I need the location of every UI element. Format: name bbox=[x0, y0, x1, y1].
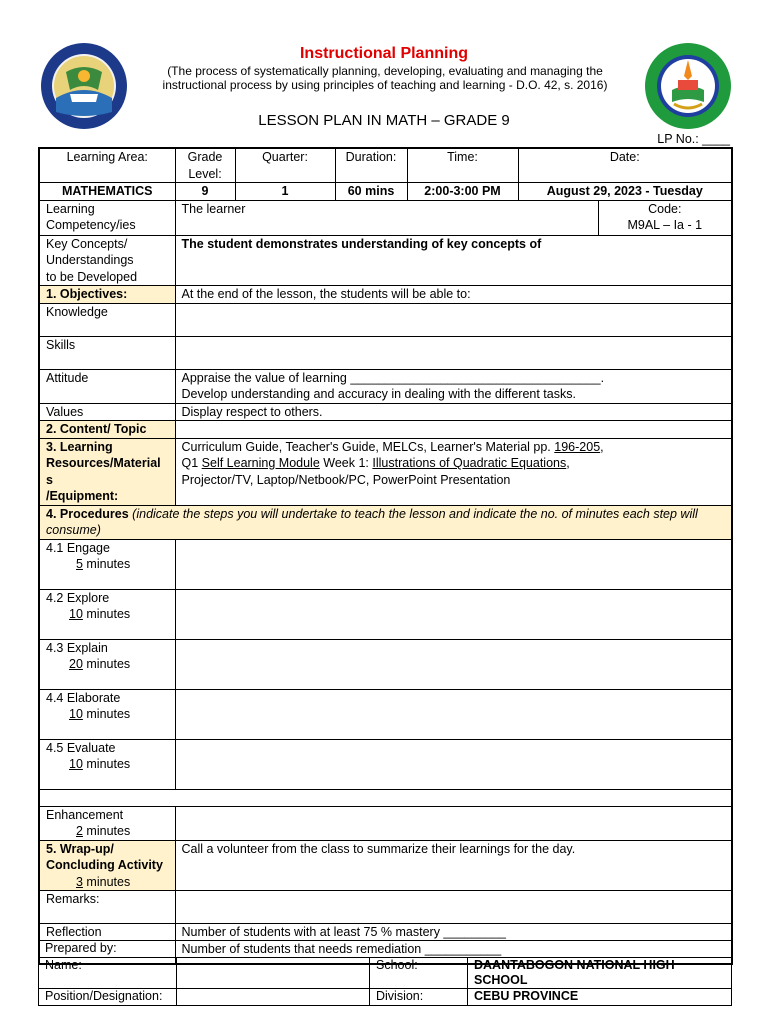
competency-label: Learning Competency/ies bbox=[39, 200, 175, 235]
step-evaluate-label: 4.5 Evaluate bbox=[46, 740, 116, 755]
name-label: Name: bbox=[39, 958, 177, 989]
date-label: Date: bbox=[518, 148, 732, 183]
procedures-label: 4. Procedures bbox=[46, 506, 129, 521]
grade-level-value: 9 bbox=[175, 183, 235, 201]
lesson-plan-title: LESSON PLAN IN MATH – GRADE 9 bbox=[258, 112, 510, 129]
procedures-note: (indicate the steps you will undertake to teach the lesson and indicate the no. of minutes each step will consume) bbox=[46, 506, 698, 537]
step-engage-label: 4.1 Engage bbox=[46, 540, 110, 555]
resources-label-line-2: Resources/Material bbox=[46, 456, 161, 470]
duration-value: 60 mins bbox=[335, 183, 407, 201]
enhancement-value bbox=[175, 806, 732, 840]
school-label: School: bbox=[370, 958, 468, 989]
resources-pages: 196-205 bbox=[554, 439, 601, 454]
step-explain bbox=[39, 639, 175, 689]
key-concepts-value: The student demonstrates understanding of key concepts of bbox=[175, 235, 732, 286]
wrapup-unit: minutes bbox=[82, 874, 131, 889]
prepared-by-table bbox=[38, 940, 732, 1006]
skills-value bbox=[175, 336, 732, 369]
enhancement-unit: minutes bbox=[82, 824, 131, 838]
code-label: Code: bbox=[648, 201, 682, 216]
step-explain-label: 4.3 Explain bbox=[46, 640, 108, 655]
wrapup-value: Call a volunteer from the class to summarize their learnings for the day. bbox=[175, 840, 732, 891]
step-explain-unit: minutes bbox=[82, 657, 131, 671]
reflection-line-1: Number of students with at least 75 % mastery _________ bbox=[181, 925, 506, 939]
step-evaluate-value bbox=[175, 739, 732, 789]
time-value: 2:00-3:00 PM bbox=[407, 183, 518, 201]
step-explore-value bbox=[175, 589, 732, 639]
position-label: Position/Designation: bbox=[39, 989, 177, 1006]
quarter-value: 1 bbox=[235, 183, 335, 201]
enhancement bbox=[39, 806, 175, 840]
attitude-value bbox=[175, 369, 732, 403]
step-explain-value bbox=[175, 639, 732, 689]
wrapup-label-line-2: Concluding Activity bbox=[46, 858, 163, 872]
step-elaborate-label: 4.4 Elaborate bbox=[46, 690, 121, 705]
wrapup bbox=[39, 840, 175, 891]
competency-code bbox=[598, 200, 732, 235]
spacer-row bbox=[39, 789, 732, 806]
resources-label bbox=[39, 438, 175, 505]
school-value: DAANTABOGON NATIONAL HIGH SCHOOL bbox=[468, 958, 732, 989]
resources-label-line-4: /Equipment: bbox=[46, 489, 119, 503]
resources-topic: Illustrations of Quadratic Equations bbox=[372, 456, 567, 470]
reflection-label: Reflection bbox=[39, 924, 175, 964]
step-engage bbox=[39, 539, 175, 589]
values-value: Display respect to others. bbox=[175, 403, 732, 421]
attitude-label: Attitude bbox=[39, 369, 175, 403]
step-explore-label: 4.2 Explore bbox=[46, 590, 110, 605]
step-elaborate-value bbox=[175, 689, 732, 739]
step-evaluate bbox=[39, 739, 175, 789]
enhancement-label: Enhancement bbox=[46, 807, 124, 822]
code-value: M9AL – Ia - 1 bbox=[627, 218, 703, 232]
competency-value: The learner bbox=[175, 200, 598, 235]
knowledge-label: Knowledge bbox=[39, 303, 175, 336]
time-label: Time: bbox=[407, 148, 518, 183]
attitude-line-1: Appraise the value of learning ____________________________________. bbox=[181, 370, 605, 385]
division-label: Division: bbox=[370, 989, 468, 1006]
values-label: Values bbox=[39, 403, 175, 421]
step-explore bbox=[39, 589, 175, 639]
resources-label-line-1: 3. Learning bbox=[46, 439, 113, 454]
procedures-header bbox=[39, 505, 732, 539]
remarks-value bbox=[175, 891, 732, 924]
resources-line-2: Q1 bbox=[181, 456, 202, 470]
step-explore-unit: minutes bbox=[82, 607, 131, 621]
learning-area-label: Learning Area: bbox=[39, 148, 175, 183]
wrapup-minutes: 3 bbox=[76, 874, 83, 889]
lesson-plan-table bbox=[38, 147, 733, 965]
objectives-label: 1. Objectives: bbox=[39, 286, 175, 304]
objectives-intro: At the end of the lesson, the students will be able to: bbox=[175, 286, 732, 304]
division-value: CEBU PROVINCE bbox=[468, 989, 732, 1006]
date-value: August 29, 2023 - Tuesday bbox=[518, 183, 732, 201]
resources-line-3: Projector/TV, Laptop/Netbook/PC, PowerPoint Presentation bbox=[181, 472, 511, 487]
document-subtitle: (The process of systematically planning, developing, evaluating and managing the instructional process by using principles of teaching and learning - D.O. 42, s. 2016) bbox=[162, 64, 608, 92]
step-elaborate bbox=[39, 689, 175, 739]
skills-label: Skills bbox=[39, 336, 175, 369]
position-value bbox=[177, 989, 370, 1006]
enhancement-minutes: 2 bbox=[76, 824, 83, 838]
learning-area-value: MATHEMATICS bbox=[39, 183, 175, 201]
name-value bbox=[177, 958, 370, 989]
wrapup-label-line-1: 5. Wrap-up/ bbox=[46, 841, 114, 856]
reflection-line-2: Number of students that needs remediation ___________ bbox=[181, 941, 502, 956]
grade-level-label: Grade Level: bbox=[175, 148, 235, 183]
step-engage-unit: minutes bbox=[82, 557, 131, 571]
document-title: Instructional Planning bbox=[299, 45, 468, 62]
resources-value bbox=[175, 438, 732, 505]
lp-number: LP No.: ____ bbox=[657, 132, 730, 146]
step-evaluate-minutes: 10 bbox=[69, 757, 83, 771]
step-engage-minutes: 5 bbox=[76, 557, 83, 571]
step-explain-minutes: 20 bbox=[69, 657, 83, 671]
step-engage-value bbox=[175, 539, 732, 589]
step-elaborate-minutes: 10 bbox=[69, 707, 83, 721]
key-concepts-label-line-1: Key Concepts/ Understandings bbox=[46, 236, 134, 267]
step-elaborate-unit: minutes bbox=[82, 707, 131, 721]
resources-label-line-3: s bbox=[46, 472, 53, 487]
duration-label: Duration: bbox=[335, 148, 407, 183]
knowledge-value bbox=[175, 303, 732, 336]
resources-comma-2: , bbox=[566, 456, 570, 470]
key-concepts-label-line-2: to be Developed bbox=[46, 269, 138, 284]
key-concepts-label bbox=[39, 235, 175, 286]
quarter-label: Quarter: bbox=[235, 148, 335, 183]
step-evaluate-unit: minutes bbox=[82, 757, 131, 771]
content-topic-label: 2. Content/ Topic bbox=[39, 421, 175, 439]
resources-week: Week 1: bbox=[319, 456, 373, 470]
resources-comma: , bbox=[600, 439, 604, 454]
resources-slm: Self Learning Module bbox=[201, 456, 320, 470]
resources-line-1: Curriculum Guide, Teacher's Guide, MELCs, Learner's Material pp. bbox=[181, 439, 555, 454]
remarks-label: Remarks: bbox=[39, 891, 175, 924]
content-topic-value bbox=[175, 421, 732, 439]
prepared-by-label: Prepared by: bbox=[39, 941, 732, 958]
step-explore-minutes: 10 bbox=[69, 607, 83, 621]
attitude-line-2: Develop understanding and accuracy in dealing with the different tasks. bbox=[181, 387, 576, 401]
